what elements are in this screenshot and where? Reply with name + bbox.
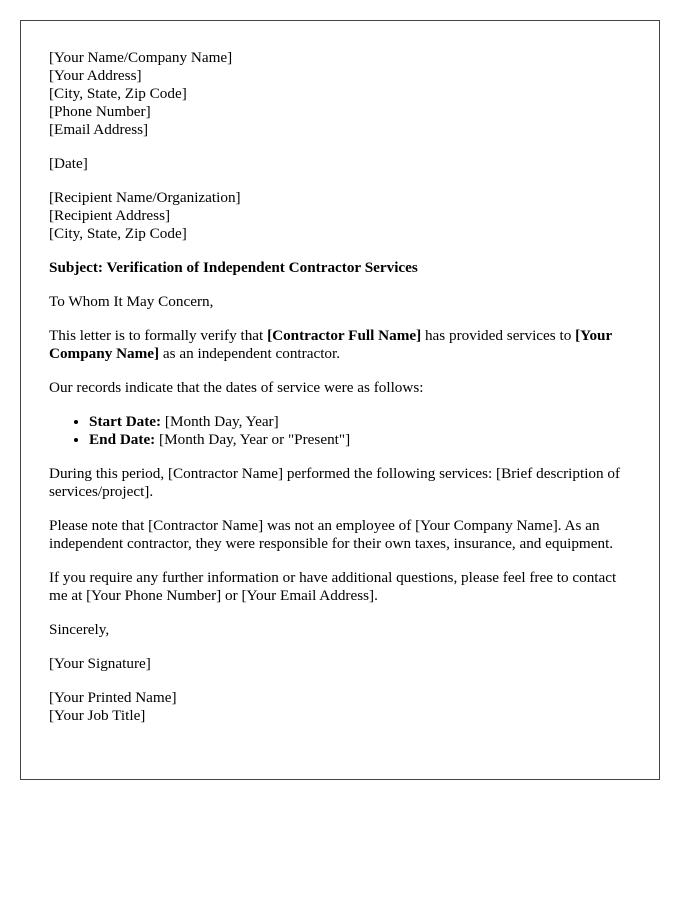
- signer-block: [49, 689, 631, 725]
- intro-part3: as an independent contractor.: [159, 345, 341, 362]
- start-date-item: [89, 413, 631, 431]
- sender-name: [Your Name/Company Name]: [49, 49, 233, 66]
- company-name: [Your Company Name]: [49, 327, 612, 362]
- recipient-name: [Recipient Name/Organization]: [49, 189, 241, 206]
- letter-document: [20, 20, 660, 780]
- sender-phone: [Phone Number]: [49, 103, 151, 120]
- contractor-full-name: [Contractor Full Name]: [267, 327, 422, 344]
- printed-name: [Your Printed Name]: [49, 689, 177, 706]
- job-title: [Your Job Title]: [49, 707, 146, 724]
- sender-email: [Email Address]: [49, 121, 149, 138]
- subject-text: Subject: Verification of Independent Contractor Services: [49, 259, 418, 276]
- note-paragraph: Please note that [Contractor Name] was not an employee of [Your Company Name]. As an independent contractor, they were responsible for their own taxes, insurance, and equipment.: [49, 517, 614, 552]
- start-date-value: [Month Day, Year]: [161, 413, 279, 430]
- contact-paragraph: If you require any further information or have additional questions, please feel free to contact me at [Your Phone Number] or [Your Email Address].: [49, 569, 617, 604]
- salutation: To Whom It May Concern,: [49, 293, 214, 310]
- subject-line: [49, 259, 631, 277]
- date-block: [49, 155, 631, 173]
- letter-date: [Date]: [49, 155, 88, 172]
- signature: [Your Signature]: [49, 655, 151, 672]
- sender-address: [Your Address]: [49, 67, 142, 84]
- service-dates-list: [49, 413, 631, 449]
- services-paragraph: During this period, [Contractor Name] performed the following services: [Brief description of services/project].: [49, 465, 621, 500]
- recipient-address: [Recipient Address]: [49, 207, 171, 224]
- recipient-city-state-zip: [City, State, Zip Code]: [49, 225, 187, 242]
- end-date-value: [Month Day, Year or "Present"]: [155, 431, 351, 448]
- closing: Sincerely,: [49, 621, 110, 638]
- start-date-label: Start Date:: [89, 413, 162, 430]
- intro-part1: This letter is to formally verify that: [49, 327, 268, 344]
- records-intro: Our records indicate that the dates of service were as follows:: [49, 379, 424, 396]
- sender-city-state-zip: [City, State, Zip Code]: [49, 85, 187, 102]
- recipient-block: [49, 189, 631, 243]
- intro-paragraph: [49, 327, 631, 363]
- end-date-item: [89, 431, 631, 449]
- end-date-label: End Date:: [89, 431, 156, 448]
- sender-block: [49, 49, 631, 139]
- intro-part2: has provided services to: [421, 327, 576, 344]
